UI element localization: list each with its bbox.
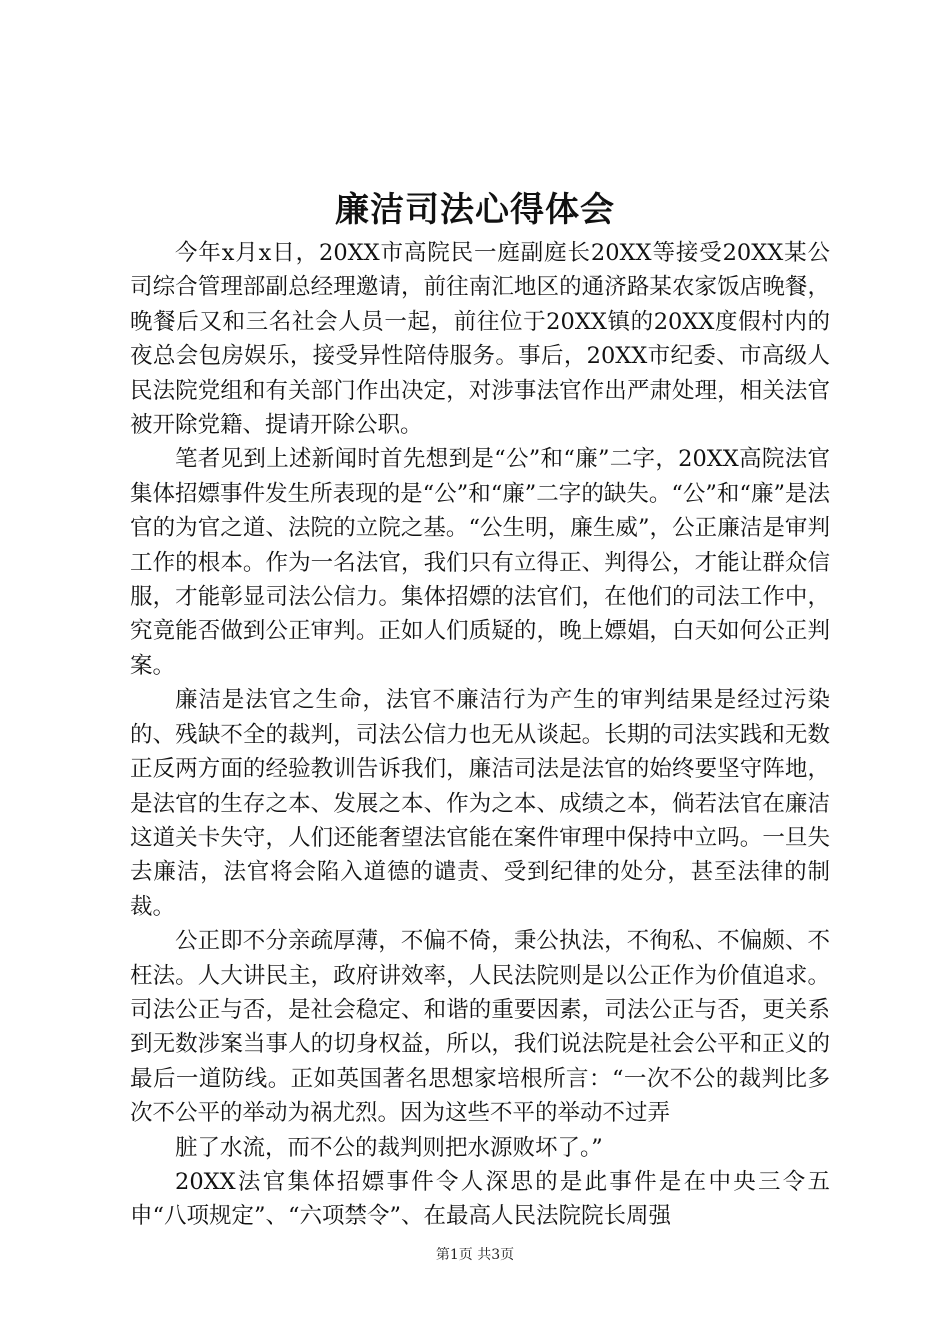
page-number-footer: 第1页 共3页 [435, 1247, 515, 1263]
paragraph: 笔者见到上述新闻时首先想到是“公”和“廉”二字，20XX高院法官集体招嫖事件发生所表现的是“公”和“廉”二字的缺失。“公”和“廉”是法官的为官之道、法院的立院之基。“公生明，廉生威”，公正廉洁是审判工作的根本。作为一名法官，我们只有立得正、判得公，才能让群众信服，才能彰显司法公信力。集体招嫖的法官们，在他们的司法工作中，究竟能否做到公正审判。正如人们质疑的，晚上嫖娼，白天如何公正判案。 [130, 446, 830, 679]
paragraph: 20XX法官集体招嫖事件令人深思的是此事件是在中央三令五申“八项规定”、“六项禁令”、在最高人民法院院长周强 [130, 1168, 830, 1230]
paragraph: 今年x月x日，20XX市高院民一庭副庭长20XX等接受20XX某公司综合管理部副总经理邀请，前往南汇地区的通济路某农家饭店晚餐，晚餐后又和三名社会人员一起，前往位于20XX镇的20XX度假村内的夜总会包房娱乐，接受异性陪侍服务。事后，20XX市纪委、市高级人民法院党组和有关部门作出决定，对涉事法官作出严肃处理，相关法官被开除党籍、提请开除公职。 [130, 240, 830, 439]
paragraph: 脏了水流，而不公的裁判则把水源败坏了。” [175, 1134, 603, 1161]
document-body [130, 236, 830, 1234]
document-title: 廉洁司法心得体会 [335, 190, 615, 230]
paragraph: 公正即不分亲疏厚薄，不偏不倚，秉公执法，不徇私、不偏颇、不枉法。人大讲民主，政府讲效率，人民法院则是以公正作为价值追求。司法公正与否，是社会稳定、和谐的重要因素，司法公正与否，更关系到无数涉案当事人的切身权益，所以，我们说法院是社会公平和正义的最后一道防线。正如英国著名思想家培根所言：“一次不公的裁判比多次不公平的举动为祸尤烈。因为这些不平的举动不过弄 [130, 928, 830, 1127]
paragraph: 廉洁是法官之生命，法官不廉洁行为产生的审判结果是经过污染的、残缺不全的裁判，司法公信力也无从谈起。长期的司法实践和无数正反两方面的经验教训告诉我们，廉洁司法是法官的始终要坚守阵地，是法官的生存之本、发展之本、作为之本、成绩之本，倘若法官在廉洁这道关卡失守，人们还能奢望法官能在案件审理中保持中立吗。一旦失去廉洁，法官将会陷入道德的谴责、受到纪律的处分，甚至法律的制裁。 [130, 687, 830, 920]
